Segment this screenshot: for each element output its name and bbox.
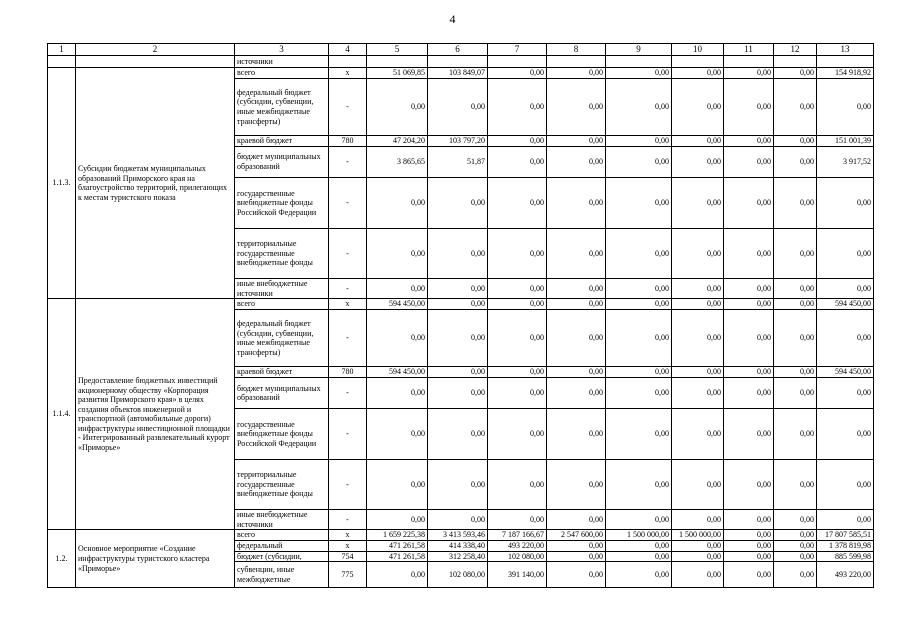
item-code: 1.1.3. [48,68,76,299]
year-value: 0,00 [367,229,428,279]
total-value: 151 001,39 [817,136,874,147]
year-value: 103 849,07 [428,68,488,79]
year-value: 0,00 [774,310,817,367]
year-value: 0,00 [488,378,547,409]
year-value: 0,00 [547,68,606,79]
year-value: 0,00 [428,279,488,299]
column-number-6: 6 [428,44,488,56]
year-value: 0,00 [774,229,817,279]
funding-source: федеральный бюджет (субсидии, субвенции, иные межбюджетные трансферты) [235,79,329,136]
funding-source: федеральный бюджет (субсидии, субвенции, иные межбюджетные трансферты) [235,310,329,367]
year-value: 0,00 [488,409,547,460]
year-value: 594 450,00 [367,367,428,378]
table-row [48,56,874,68]
year-value: 0,00 [724,540,774,551]
budget-code: - [329,378,367,409]
year-value: 0,00 [547,551,606,562]
year-value: 0,00 [488,178,547,229]
year-value: 0,00 [724,178,774,229]
funding-source: территориальные государственные внебюджетные фонды [235,229,329,279]
item-name: Основное мероприятие «Создание инфраструктуры туристского кластера «Приморье» [76,530,235,588]
year-value: 1 659 225,38 [367,530,428,541]
year-value: 0,00 [774,68,817,79]
funding-source: федеральный [235,540,329,551]
year-value: 0,00 [547,178,606,229]
column-number-7: 7 [488,44,547,56]
year-value: 0,00 [547,367,606,378]
year-value: 0,00 [774,551,817,562]
budget-code: - [329,460,367,510]
column-number-10: 10 [672,44,724,56]
year-value: 0,00 [724,299,774,310]
year-value: 0,00 [488,136,547,147]
budget-code: 780 [329,367,367,378]
empty-cell [48,56,76,68]
year-value: 0,00 [547,540,606,551]
budget-code: - [329,279,367,299]
year-value: 0,00 [367,79,428,136]
year-value: 102 080,00 [488,551,547,562]
funding-source: иные внебюджетные источники [235,510,329,530]
budget-code: x [329,68,367,79]
year-value: 0,00 [547,409,606,460]
year-value: 7 187 166,67 [488,530,547,541]
empty-cell [367,56,428,68]
funding-source: иные внебюджетные источники [235,279,329,299]
year-value: 0,00 [606,279,672,299]
item-code: 1.2. [48,530,76,588]
year-value: 0,00 [724,136,774,147]
empty-cell [672,56,724,68]
year-value: 0,00 [488,147,547,178]
page-number: 4 [449,12,456,26]
year-value: 0,00 [774,178,817,229]
year-value: 0,00 [547,310,606,367]
table-row [48,299,874,310]
total-value: 154 918,92 [817,68,874,79]
year-value: 594 450,00 [367,299,428,310]
funding-source: всего [235,530,329,541]
item-name: Субсидии бюджетам муниципальных образований Приморского края на благоустройство территорий, прилегающих к местам туристского показа [76,68,235,299]
year-value: 414 338,40 [428,540,488,551]
budget-code: - [329,178,367,229]
budget-code: - [329,510,367,530]
year-value: 1 500 000,00 [672,530,724,541]
year-value: 0,00 [488,367,547,378]
year-value: 0,00 [428,409,488,460]
year-value: 0,00 [367,562,428,588]
budget-code: 775 [329,562,367,588]
year-value: 0,00 [774,367,817,378]
year-value: 0,00 [724,551,774,562]
year-value: 0,00 [547,136,606,147]
year-value: 0,00 [367,279,428,299]
funding-source: бюджет муниципальных образований [235,378,329,409]
total-value: 1 378 819,98 [817,540,874,551]
funding-source: территориальные государственные внебюджетные фонды [235,460,329,510]
funding-source: краевой бюджет [235,136,329,147]
year-value: 0,00 [428,310,488,367]
year-value: 3 413 593,46 [428,530,488,541]
column-number-8: 8 [547,44,606,56]
empty-cell [606,56,672,68]
year-value: 312 258,40 [428,551,488,562]
year-value: 0,00 [672,562,724,588]
year-value: 0,00 [488,460,547,510]
year-value: 0,00 [606,178,672,229]
total-value: 0,00 [817,378,874,409]
year-value: 0,00 [606,540,672,551]
year-value: 0,00 [724,79,774,136]
year-value: 0,00 [488,68,547,79]
year-value: 0,00 [774,530,817,541]
column-number-13: 13 [817,44,874,56]
year-value: 0,00 [672,299,724,310]
total-value: 0,00 [817,229,874,279]
year-value: 0,00 [606,310,672,367]
year-value: 0,00 [606,367,672,378]
empty-cell [76,56,235,68]
budget-code: x [329,299,367,310]
year-value: 0,00 [428,229,488,279]
year-value: 0,00 [606,136,672,147]
year-value: 0,00 [547,229,606,279]
empty-cell [724,56,774,68]
funding-source: всего [235,68,329,79]
total-value: 0,00 [817,510,874,530]
year-value: 0,00 [547,147,606,178]
table-row [48,68,874,79]
budget-code: x [329,530,367,541]
year-value: 0,00 [724,279,774,299]
year-value: 0,00 [428,510,488,530]
table-row [48,530,874,541]
year-value: 0,00 [774,562,817,588]
column-number-9: 9 [606,44,672,56]
year-value: 0,00 [774,79,817,136]
column-number-header-row [48,44,874,56]
year-value: 0,00 [606,229,672,279]
year-value: 0,00 [672,367,724,378]
year-value: 0,00 [774,136,817,147]
year-value: 0,00 [606,460,672,510]
year-value: 0,00 [724,460,774,510]
year-value: 0,00 [606,147,672,178]
year-value: 0,00 [672,147,724,178]
empty-cell [329,56,367,68]
total-value: 493 220,00 [817,562,874,588]
funding-source: бюджет (субсидии, [235,551,329,562]
empty-cell [817,56,874,68]
year-value: 0,00 [428,378,488,409]
year-value: 0,00 [724,367,774,378]
total-value: 0,00 [817,79,874,136]
year-value: 0,00 [606,299,672,310]
total-value: 885 599,98 [817,551,874,562]
budget-code: - [329,409,367,460]
year-value: 0,00 [774,510,817,530]
year-value: 0,00 [774,409,817,460]
year-value: 0,00 [428,79,488,136]
year-value: 0,00 [672,136,724,147]
year-value: 0,00 [774,279,817,299]
funding-source: бюджет муниципальных образований [235,147,329,178]
year-value: 0,00 [724,147,774,178]
funding-source: государственные внебюджетные фонды Российской Федерации [235,409,329,460]
year-value: 0,00 [367,178,428,229]
budget-code: - [329,79,367,136]
year-value: 493 220,00 [488,540,547,551]
budget-code: - [329,310,367,367]
year-value: 0,00 [724,530,774,541]
item-code: 1.1.4. [48,299,76,530]
budget-code: 780 [329,136,367,147]
year-value: 0,00 [606,510,672,530]
year-value: 0,00 [724,562,774,588]
year-value: 0,00 [672,551,724,562]
budget-table-body [48,44,874,588]
empty-cell [547,56,606,68]
year-value: 0,00 [606,409,672,460]
empty-cell [488,56,547,68]
year-value: 0,00 [724,510,774,530]
year-value: 0,00 [367,510,428,530]
year-value: 471 261,58 [367,551,428,562]
year-value: 0,00 [774,540,817,551]
year-value: 0,00 [547,299,606,310]
year-value: 2 547 600,00 [547,530,606,541]
year-value: 0,00 [606,551,672,562]
total-value: 594 450,00 [817,367,874,378]
funding-source: государственные внебюджетные фонды Российской Федерации [235,178,329,229]
total-value: 594 450,00 [817,299,874,310]
year-value: 0,00 [547,562,606,588]
year-value: 0,00 [428,299,488,310]
column-number-4: 4 [329,44,367,56]
column-number-3: 3 [235,44,329,56]
year-value: 0,00 [428,178,488,229]
year-value: 0,00 [672,460,724,510]
year-value: 391 140,00 [488,562,547,588]
year-value: 0,00 [672,79,724,136]
year-value: 0,00 [488,229,547,279]
year-value: 0,00 [606,68,672,79]
budget-code: - [329,147,367,178]
year-value: 103 797,20 [428,136,488,147]
year-value: 102 080,00 [428,562,488,588]
column-number-11: 11 [724,44,774,56]
empty-cell [774,56,817,68]
total-value: 0,00 [817,279,874,299]
year-value: 51 069,85 [367,68,428,79]
year-value: 0,00 [488,79,547,136]
column-number-12: 12 [774,44,817,56]
year-value: 1 500 000,00 [606,530,672,541]
year-value: 0,00 [367,378,428,409]
year-value: 0,00 [672,510,724,530]
year-value: 0,00 [774,460,817,510]
year-value: 0,00 [367,409,428,460]
year-value: 0,00 [672,378,724,409]
column-number-1: 1 [48,44,76,56]
total-value: 0,00 [817,310,874,367]
total-value: 3 917,52 [817,147,874,178]
funding-source: субвенции, иные межбюджетные [235,562,329,588]
year-value: 0,00 [547,279,606,299]
year-value: 0,00 [672,229,724,279]
year-value: 0,00 [724,68,774,79]
empty-cell [428,56,488,68]
year-value: 0,00 [672,68,724,79]
year-value: 0,00 [672,409,724,460]
budget-code: x [329,540,367,551]
budget-code: - [329,229,367,279]
year-value: 0,00 [488,510,547,530]
year-value: 0,00 [672,310,724,367]
year-value: 51,87 [428,147,488,178]
year-value: 0,00 [367,460,428,510]
budget-table [47,43,874,588]
year-value: 0,00 [367,310,428,367]
year-value: 0,00 [672,279,724,299]
year-value: 0,00 [606,378,672,409]
year-value: 0,00 [547,79,606,136]
year-value: 0,00 [547,510,606,530]
column-number-2: 2 [76,44,235,56]
year-value: 0,00 [774,299,817,310]
year-value: 0,00 [672,540,724,551]
year-value: 47 204,20 [367,136,428,147]
year-value: 0,00 [724,229,774,279]
year-value: 0,00 [724,378,774,409]
year-value: 0,00 [488,299,547,310]
year-value: 0,00 [488,310,547,367]
year-value: 0,00 [488,279,547,299]
total-value: 0,00 [817,460,874,510]
source-cell: источники [235,56,329,68]
year-value: 0,00 [606,79,672,136]
year-value: 0,00 [547,460,606,510]
column-number-5: 5 [367,44,428,56]
funding-source: краевой бюджет [235,367,329,378]
year-value: 3 865,65 [367,147,428,178]
year-value: 0,00 [672,178,724,229]
year-value: 0,00 [428,460,488,510]
year-value: 471 261,58 [367,540,428,551]
year-value: 0,00 [724,310,774,367]
total-value: 0,00 [817,178,874,229]
total-value: 17 807 585,51 [817,530,874,541]
year-value: 0,00 [428,367,488,378]
year-value: 0,00 [724,409,774,460]
budget-code: 754 [329,551,367,562]
year-value: 0,00 [774,147,817,178]
total-value: 0,00 [817,409,874,460]
funding-source: всего [235,299,329,310]
year-value: 0,00 [774,378,817,409]
item-name: Предоставление бюджетных инвестиций акционерному обществу «Корпорация развития Приморского края» в целях создания объектов инженерной и транспортной (автомобильные дороги) инфраструктуры инвестиционной площадки - Интегрированный развлекательный курорт «Приморье» [76,299,235,530]
year-value: 0,00 [547,378,606,409]
year-value: 0,00 [606,562,672,588]
